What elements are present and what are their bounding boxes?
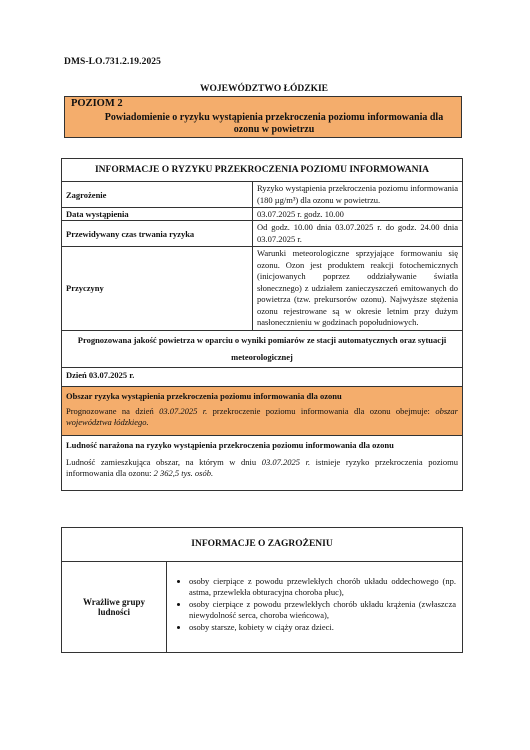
row-value: Warunki meteorologiczne sprzyjające formowaniu się ozonu. Ozon jest produktem reakcji fotochemicznych (inicjowanych poprzez oddziaływanie światła słonecznego) z udziałem zanieczyszczeń emitowanych do powietrza (tzw. prekursorów ozonu). Najwyższe stężenia ozonu rejestrowane są w okresie letnim przy dużym nasłonecznieniu w godzinach popołudniowych.	[253, 247, 463, 331]
risk-area-date: 03.07.2025 r.	[159, 405, 208, 416]
risk-area-text-part: przekroczenie poziomu informowania dla ozonu obejmuje:	[207, 405, 436, 416]
risk-area-section	[62, 386, 463, 435]
hazard-info-header: INFORMACJE O ZAGROŻENIU	[62, 528, 463, 562]
risk-area-title: Obszar ryzyka wystąpienia przekroczenia poziomu informowania dla ozonu	[66, 390, 342, 401]
row-label: Przyczyny	[62, 247, 253, 331]
row-value: 03.07.2025 r. godz. 10.00	[253, 208, 463, 221]
row-label: Data wystąpienia	[62, 208, 253, 221]
forecast-basis: Prognozowana jakość powietrza w oparciu o wyniki pomiarów ze stacji automatycznych oraz sytuacji meteorologicznej	[62, 330, 463, 367]
row-label: Przewidywany czas trwania ryzyka	[62, 221, 253, 247]
population-text-part: istnieje ryzyko przekroczenia poziomu informowania dla ozonu:	[66, 456, 459, 478]
risk-area-text-part: Prognozowane na dzień	[66, 405, 160, 416]
forecast-day: Dzień 03.07.2025 r.	[62, 367, 463, 386]
list-item: • osoby cierpiące z powodu przewlekłych chorób układu krążenia (zwłaszcza niewydolność serca, choroba wieńcowa),	[189, 599, 456, 621]
document-id: DMS-LO.731.2.19.2025	[64, 57, 161, 67]
row-value: Ryzyko wystąpienia przekroczenia poziomu informowania (180 µg/m³) dla ozonu w powietrzu.	[253, 182, 463, 208]
list-item: • osoby cierpiące z powodu przewlekłych chorób układu oddechowego (np. astma, przewlekła obturacyjna choroba płuc),	[189, 576, 456, 598]
population-text	[66, 457, 458, 480]
risk-area-region: obszar województwa łódzkiego.	[66, 405, 458, 427]
table-row	[62, 247, 463, 331]
risk-info-header: INFORMACJE O RYZYKU PRZEKROCZENIA POZIOMU INFORMOWANIA	[62, 159, 463, 182]
list-item: • osoby starsze, kobiety w ciąży oraz dzieci.	[189, 622, 456, 633]
row-value: Od godz. 10.00 dnia 03.07.2025 r. do godz. 24.00 dnia 03.07.2025 r.	[253, 221, 463, 247]
alert-level: POZIOM 2	[71, 98, 123, 109]
risk-info-table	[61, 158, 463, 491]
population-section	[62, 435, 463, 490]
notice-title: Powiadomienie o ryzyku wystąpienia przekroczenia poziomu informowania dla ozonu w powietrzu	[104, 112, 444, 135]
region-title: WOJEWÓDZTWO ŁÓDZKIE	[199, 84, 328, 94]
population-date: 03.07.2025 r.	[261, 456, 311, 467]
risk-area-text	[66, 406, 458, 429]
table-row	[62, 221, 463, 247]
population-text-part: Ludność zamieszkująca obszar, na którym w dniu	[66, 456, 262, 467]
hazard-info-table	[61, 527, 463, 653]
population-title: Ludność narażona na ryzyko wystąpienia przekroczenia poziomu informowania dla ozonu	[66, 439, 394, 450]
alert-level-box	[64, 96, 462, 138]
table-row	[62, 562, 463, 653]
table-row	[62, 182, 463, 208]
row-label: Zagrożenie	[62, 182, 253, 208]
population-count: 2 362,5 tys. osób.	[153, 468, 214, 478]
sensitive-groups-label: Wrażliwe grupy ludności	[62, 562, 167, 653]
table-row	[62, 208, 463, 221]
sensitive-groups-list-cell	[167, 562, 463, 653]
sensitive-groups-list	[175, 576, 456, 633]
